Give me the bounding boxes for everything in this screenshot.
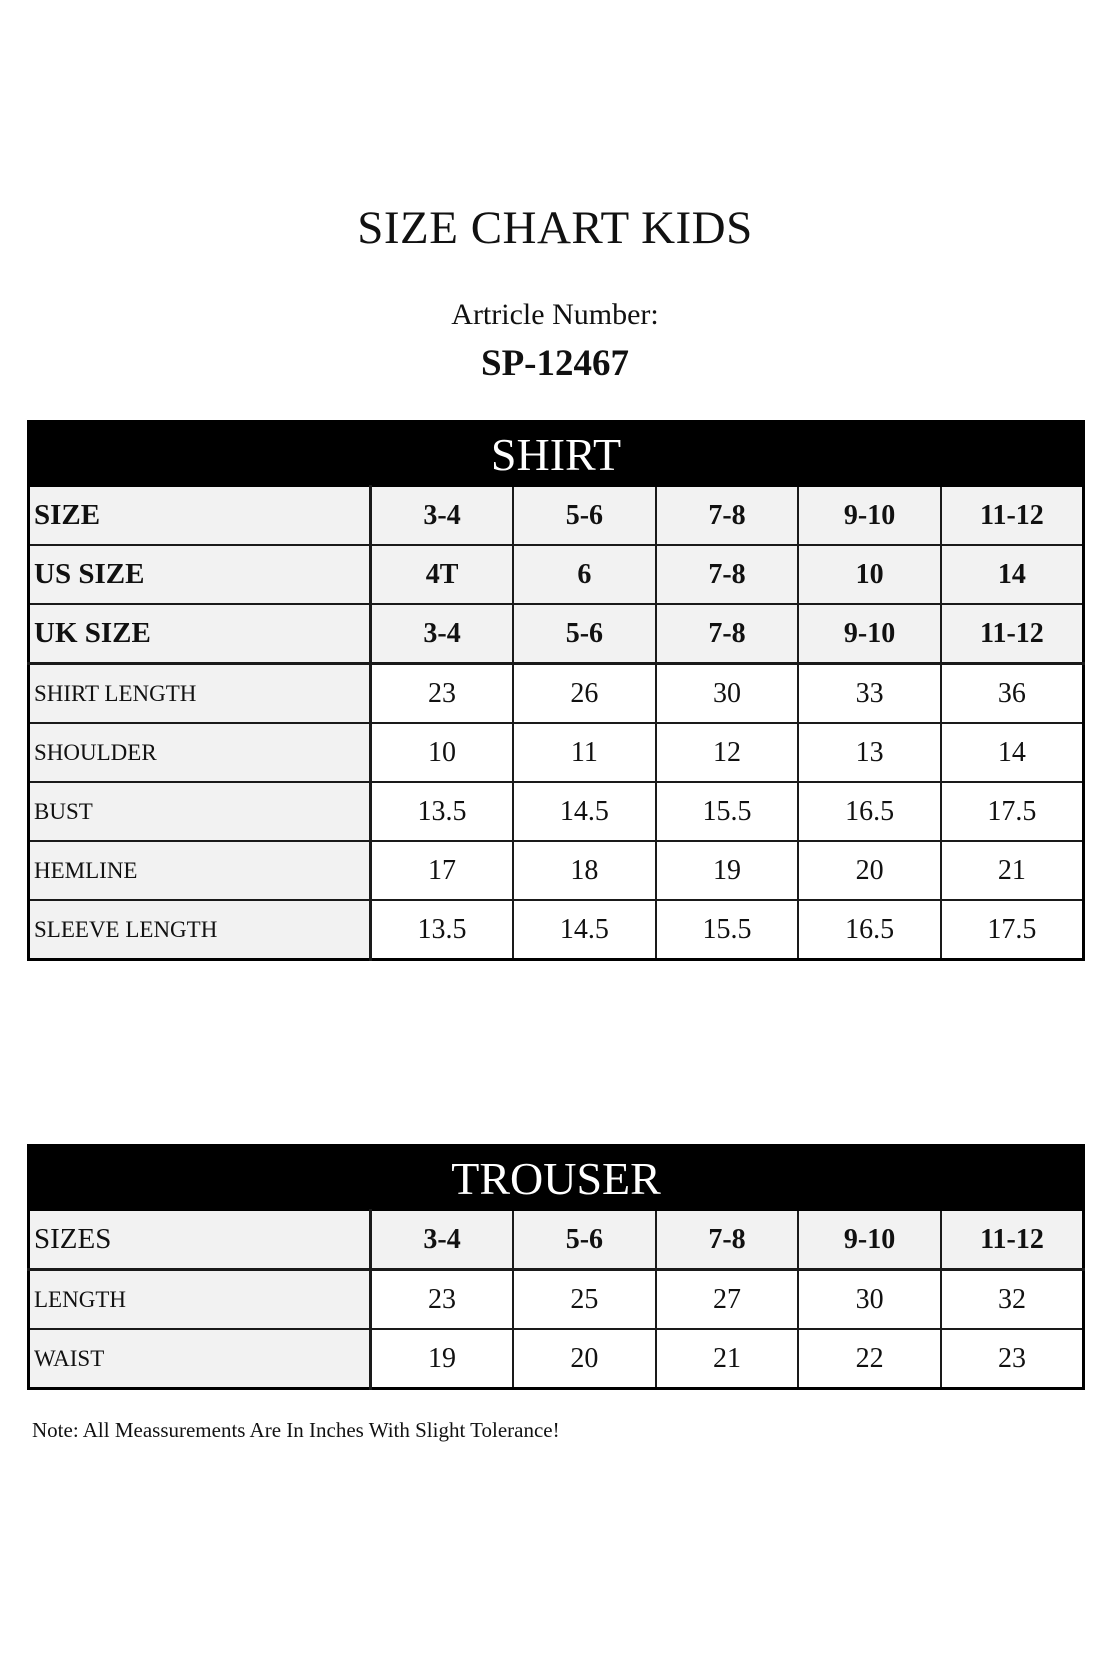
table-cell: 7-8 [656,604,799,664]
table-cell: 17.5 [941,900,1084,960]
table-row [29,1329,1084,1389]
page-title: SIZE CHART KIDS [357,202,753,254]
table-cell: 16.5 [798,782,941,841]
table-row [29,900,1084,960]
row-label-bust: BUST [29,782,371,841]
shirt-size-table [27,420,1085,961]
table-cell: 13.5 [371,782,514,841]
table-cell: 5-6 [513,486,656,545]
row-label-shoulder: SHOULDER [29,723,371,782]
table-cell: 10 [798,545,941,604]
table-cell: 11-12 [941,486,1084,545]
table-row [29,664,1084,724]
table-cell: 15.5 [656,782,799,841]
table-cell: 15.5 [656,900,799,960]
table-cell: 11-12 [941,604,1084,664]
table-cell: 3-4 [371,1210,514,1270]
table-cell: 18 [513,841,656,900]
row-label-sizes: SIZES [29,1210,371,1270]
table-cell: 14.5 [513,900,656,960]
shirt-table-header: SHIRT [29,422,1084,487]
table-row [29,486,1084,545]
table-cell: 11-12 [941,1210,1084,1270]
table-cell: 14.5 [513,782,656,841]
table-cell: 32 [941,1270,1084,1330]
row-label-length: LENGTH [29,1270,371,1330]
table-cell: 12 [656,723,799,782]
table-row [29,1210,1084,1270]
table-cell: 25 [513,1270,656,1330]
trouser-table-header: TROUSER [29,1146,1084,1211]
table-cell: 9-10 [798,486,941,545]
table-cell: 20 [513,1329,656,1389]
table-cell: 6 [513,545,656,604]
measurement-note: Note: All Meassurements Are In Inches With Slight Tolerance! [32,1418,560,1442]
row-label-waist: WAIST [29,1329,371,1389]
table-cell: 13.5 [371,900,514,960]
table-cell: 21 [941,841,1084,900]
table-cell: 17.5 [941,782,1084,841]
trouser-size-table [27,1144,1085,1390]
table-cell: 14 [941,545,1084,604]
row-label-shirt-length: SHIRT LENGTH [29,664,371,724]
table-cell: 20 [798,841,941,900]
table-cell: 27 [656,1270,799,1330]
table-row [29,545,1084,604]
table-cell: 3-4 [371,604,514,664]
table-cell: 30 [798,1270,941,1330]
table-cell: 36 [941,664,1084,724]
table-cell: 5-6 [513,604,656,664]
table-cell: 4T [371,545,514,604]
row-label-hemline: HEMLINE [29,841,371,900]
row-label-us-size: US SIZE [29,545,371,604]
table-cell: 23 [371,1270,514,1330]
article-number-label: Artricle Number: [451,298,659,331]
row-label-sleeve-length: SLEEVE LENGTH [29,900,371,960]
table-cell: 3-4 [371,486,514,545]
table-cell: 19 [656,841,799,900]
table-cell: 7-8 [656,545,799,604]
table-cell: 5-6 [513,1210,656,1270]
table-cell: 23 [941,1329,1084,1389]
article-number: SP-12467 [481,343,629,384]
table-cell: 30 [656,664,799,724]
row-label-uk-size: UK SIZE [29,604,371,664]
table-row [29,604,1084,664]
table-row [29,782,1084,841]
table-cell: 13 [798,723,941,782]
table-cell: 17 [371,841,514,900]
row-label-size: SIZE [29,486,371,545]
table-cell: 10 [371,723,514,782]
table-cell: 23 [371,664,514,724]
table-row [29,723,1084,782]
table-cell: 16.5 [798,900,941,960]
table-row [29,1270,1084,1330]
table-cell: 19 [371,1329,514,1389]
table-cell: 11 [513,723,656,782]
table-row [29,841,1084,900]
table-cell: 22 [798,1329,941,1389]
table-cell: 21 [656,1329,799,1389]
table-cell: 14 [941,723,1084,782]
table-cell: 26 [513,664,656,724]
table-cell: 9-10 [798,1210,941,1270]
table-cell: 33 [798,664,941,724]
table-cell: 7-8 [656,1210,799,1270]
table-cell: 7-8 [656,486,799,545]
table-cell: 9-10 [798,604,941,664]
